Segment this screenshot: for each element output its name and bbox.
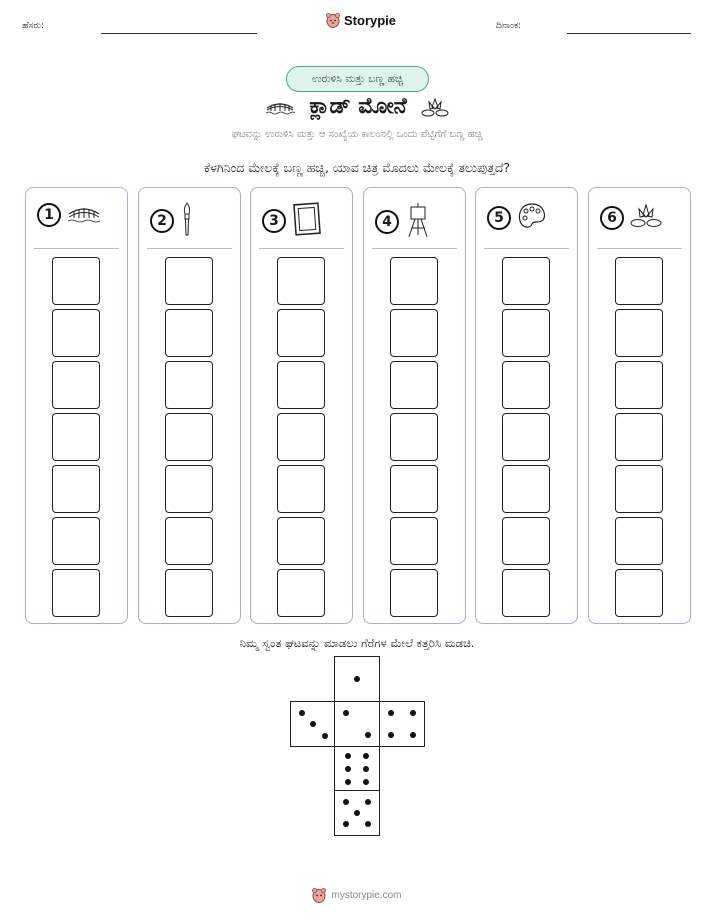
color-box[interactable]	[390, 465, 438, 513]
column-divider	[259, 248, 344, 249]
water-lily-icon	[421, 96, 449, 118]
dice-face-3	[290, 701, 336, 747]
color-box[interactable]	[502, 361, 550, 409]
dice-pip	[363, 753, 369, 759]
dice-pip	[365, 732, 371, 738]
color-box[interactable]	[615, 361, 663, 409]
dice-face-2	[334, 701, 380, 747]
storypie-mascot-icon	[312, 887, 326, 903]
color-box[interactable]	[165, 257, 213, 305]
name-label: ಹೆಸರು:	[22, 21, 45, 31]
color-box[interactable]	[615, 569, 663, 617]
color-box[interactable]	[390, 257, 438, 305]
color-box[interactable]	[165, 309, 213, 357]
dice-pip	[365, 799, 371, 805]
column-1	[25, 187, 128, 624]
column-3	[250, 187, 353, 624]
color-box[interactable]	[277, 361, 325, 409]
question-text: ಕೆಳಗಿನಿಂದ ಮೇಲಕ್ಕೆ ಬಣ್ಣ ಹಚ್ಚಿ, ಯಾವ ಚಿತ್ರ ಮೊದಲು ಮೇಲಕ್ಕೆ ತಲುಪುತ್ತದೆ?	[203, 160, 511, 175]
color-box[interactable]	[165, 569, 213, 617]
color-box[interactable]	[502, 569, 550, 617]
brand-logo	[326, 12, 396, 28]
dice-pip	[354, 810, 360, 816]
picture-frame-icon	[292, 202, 322, 240]
bridge-icon	[67, 202, 101, 228]
color-box[interactable]	[615, 413, 663, 461]
color-box[interactable]	[165, 465, 213, 513]
color-box[interactable]	[52, 361, 100, 409]
color-box[interactable]	[502, 413, 550, 461]
dice-pip	[388, 710, 394, 716]
water-lily-icon	[630, 202, 662, 234]
column-number: 2	[150, 209, 174, 233]
dice-pip	[299, 710, 305, 716]
dice-pip	[345, 753, 351, 759]
page-title: ಕ್ಲಾಡ್ ಮೋನೆ	[309, 94, 407, 119]
subtitle: ಘಟವನ್ನು ಉರುಳಿಸಿ ಮತ್ತು ಆ ಸಂಖ್ಯೆಯ ಕಾಲಂನಲ್ಲಿ ಒಂದು ಪೆಟ್ಟಿಗೆಗೆ ಬಣ್ಣ ಹಚ್ಚಿ	[231, 129, 483, 140]
column-header	[375, 202, 431, 242]
column-divider	[34, 248, 119, 249]
column-divider	[147, 248, 232, 249]
dice-pip	[365, 821, 371, 827]
color-box[interactable]	[502, 465, 550, 513]
color-box[interactable]	[165, 361, 213, 409]
color-box[interactable]	[277, 517, 325, 565]
dice-pip	[363, 766, 369, 772]
color-box[interactable]	[390, 517, 438, 565]
column-number: 5	[487, 206, 511, 230]
column-divider	[484, 248, 569, 249]
color-box[interactable]	[502, 517, 550, 565]
color-box[interactable]	[502, 309, 550, 357]
color-box[interactable]	[277, 413, 325, 461]
color-box[interactable]	[52, 413, 100, 461]
dice-pip	[388, 732, 394, 738]
column-2	[138, 187, 241, 624]
footer	[0, 887, 714, 903]
column-6	[588, 187, 691, 624]
dice-pip	[343, 710, 349, 716]
dice-pip	[363, 779, 369, 785]
column-number: 4	[375, 210, 399, 234]
dice-pip	[322, 733, 328, 739]
color-box[interactable]	[390, 309, 438, 357]
dice-face-6	[334, 746, 380, 792]
date-label: ದಿನಾಂಕ:	[496, 21, 522, 31]
dice-face-1	[334, 656, 380, 702]
column-header	[600, 202, 662, 234]
dice-face-4	[379, 701, 425, 747]
column-header	[487, 202, 547, 234]
title-row	[0, 94, 714, 119]
column-number: 3	[262, 209, 286, 233]
name-field-line[interactable]	[101, 33, 257, 34]
color-box[interactable]	[277, 309, 325, 357]
column-number: 1	[37, 203, 61, 227]
color-box[interactable]	[502, 257, 550, 305]
bridge-icon	[265, 99, 295, 115]
color-box[interactable]	[277, 569, 325, 617]
color-box[interactable]	[52, 465, 100, 513]
dice-pip	[410, 732, 416, 738]
color-box[interactable]	[165, 517, 213, 565]
color-box[interactable]	[165, 413, 213, 461]
column-divider	[372, 248, 457, 249]
column-header	[262, 202, 322, 240]
column-header	[150, 202, 194, 240]
date-field-line[interactable]	[567, 33, 691, 34]
dice-pip	[345, 779, 351, 785]
column-4	[363, 187, 466, 624]
dice-face-5	[334, 790, 380, 836]
color-box[interactable]	[615, 309, 663, 357]
brand-name: Storypie	[344, 12, 397, 28]
color-box[interactable]	[390, 569, 438, 617]
footer-url[interactable]: mystorypie.com	[331, 889, 402, 901]
column-divider	[597, 248, 682, 249]
color-box[interactable]	[52, 257, 100, 305]
color-box[interactable]	[390, 361, 438, 409]
column-header	[37, 202, 101, 228]
cut-instruction: ನಿಮ್ಮ ಸ್ವಂತ ಘಟವನ್ನು ಮಾಡಲು ಗೆರೆಗಳ ಮೇಲೆ ಕತ್ತರಿಸಿ ಮಡಚಿ.	[239, 636, 475, 650]
easel-icon	[405, 202, 431, 242]
color-box[interactable]	[615, 465, 663, 513]
color-box[interactable]	[277, 465, 325, 513]
color-box[interactable]	[277, 257, 325, 305]
color-box[interactable]	[615, 517, 663, 565]
dice-pip	[345, 766, 351, 772]
paintbrush-icon	[180, 202, 194, 240]
color-box[interactable]	[52, 309, 100, 357]
dice-pip	[343, 799, 349, 805]
dice-pip	[310, 721, 316, 727]
column-number: 6	[600, 206, 624, 230]
palette-icon	[517, 202, 547, 234]
activity-badge: ಉರುಳಿಸಿ ಮತ್ತು ಬಣ್ಣ ಹಚ್ಚಿ	[286, 66, 429, 92]
color-box[interactable]	[52, 569, 100, 617]
dice-pip	[343, 821, 349, 827]
dice-pip	[354, 676, 360, 682]
color-box[interactable]	[390, 413, 438, 461]
color-box[interactable]	[52, 517, 100, 565]
column-5	[475, 187, 578, 624]
dice-pip	[410, 710, 416, 716]
storypie-mascot-icon	[326, 12, 340, 28]
color-box[interactable]	[615, 257, 663, 305]
